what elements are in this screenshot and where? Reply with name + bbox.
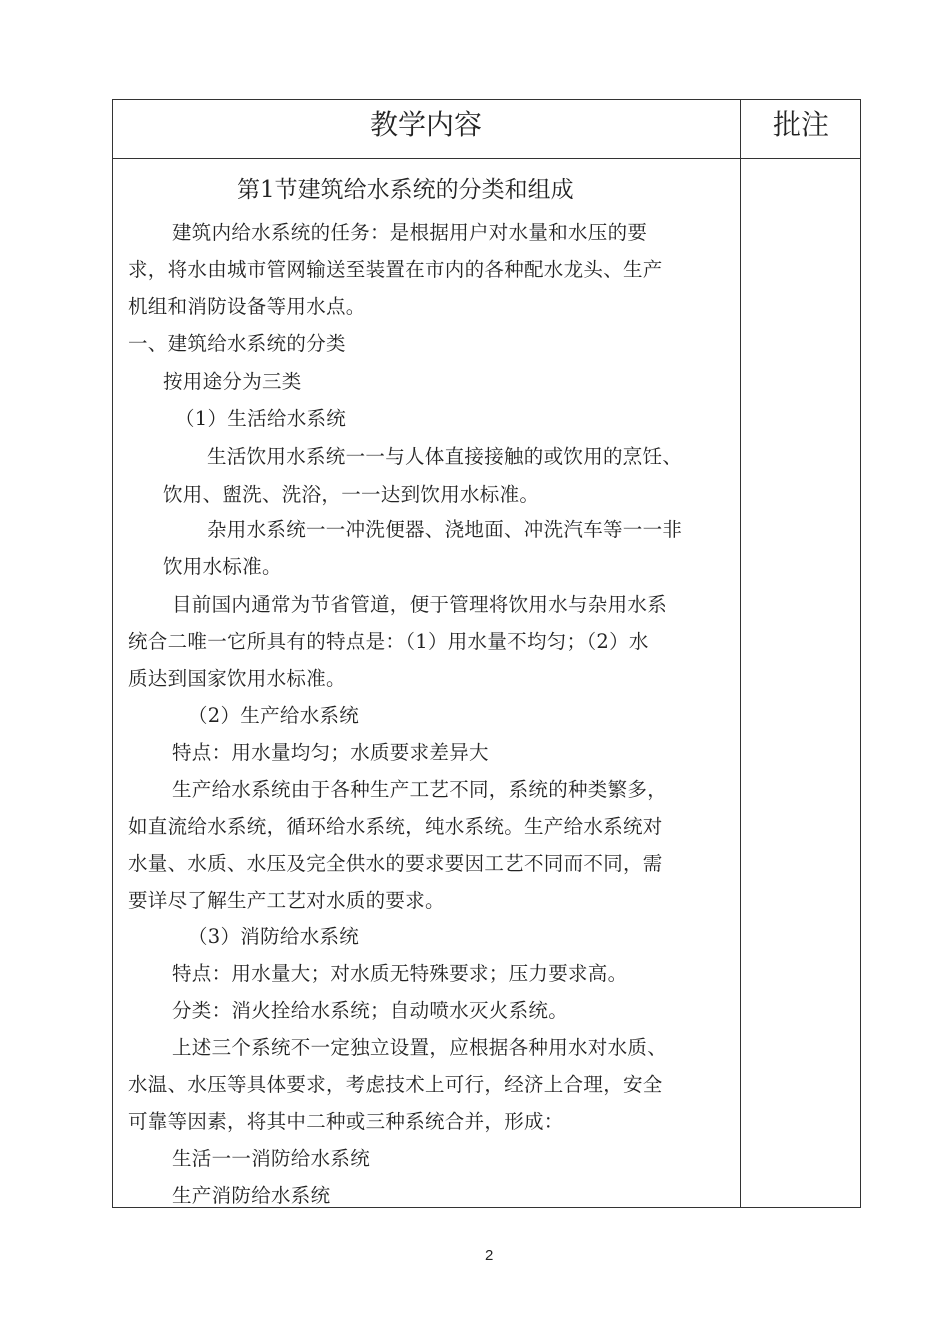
text-line: 特点：用水量大；对水质无特殊要求；压力要求高。: [172, 962, 628, 985]
text-line: （2）生产给水系统: [188, 704, 360, 727]
text-line: 饮用水标准。: [163, 555, 282, 578]
text-line: 求，将水由城市管网输送至装置在市内的各种配水龙头、生产: [128, 258, 663, 281]
text-line: 质达到国家饮用水标准。: [128, 667, 346, 690]
text-line: 目前国内通常为节省管道，便于管理将饮用水与杂用水系: [172, 593, 668, 616]
text-line: 生产消防给水系统: [172, 1184, 331, 1207]
text-line: 机组和消防设备等用水点。: [128, 295, 366, 318]
text-line: 按用途分为三类: [163, 370, 302, 393]
section-title: 第1节建筑给水系统的分类和组成: [237, 177, 574, 203]
text-line: 生活饮用水系统一一与人体直接接触的或饮用的烹饪、: [207, 445, 683, 468]
text-line: 如直流给水系统，循环给水系统，纯水系统。生产给水系统对: [128, 815, 663, 838]
text-line: 要详尽了解生产工艺对水质的要求。: [128, 889, 445, 912]
text-line: 杂用水系统一一冲洗便器、浇地面、冲洗汽车等一一非: [207, 518, 683, 541]
text-line: 上述三个系统不一定独立设置，应根据各种用水对水质、: [172, 1036, 668, 1059]
text-line: 统合二唯一它所具有的特点是：（1）用水量不均匀；（2）水: [128, 630, 649, 653]
text-line: 生产给水系统由于各种生产工艺不同，系统的种类繁多，: [172, 778, 668, 801]
header-notes-label: 批注: [773, 108, 830, 141]
text-line: 生活一一消防给水系统: [172, 1147, 371, 1170]
header-divider: [112, 158, 861, 159]
column-divider: [740, 99, 741, 1208]
text-line: 水温、水压等具体要求，考虑技术上可行，经济上合理，安全: [128, 1073, 663, 1096]
text-line: 分类：消火拴给水系统；自动喷水灭火系统。: [172, 999, 569, 1022]
header-content-label: 教学内容: [370, 108, 483, 141]
page-number: 2: [485, 1247, 494, 1264]
text-line: 建筑内给水系统的任务：是根据用户对水量和水压的要: [172, 221, 648, 244]
text-line: （1）生活给水系统: [175, 407, 347, 430]
text-line: 饮用、盥洗、洗浴，一一达到饮用水标准。: [163, 483, 540, 506]
text-line: 水量、水质、水压及完全供水的要求要因工艺不同而不同，需: [128, 852, 663, 875]
text-line: （3）消防给水系统: [188, 925, 360, 948]
text-line: 一、建筑给水系统的分类: [128, 332, 346, 355]
text-line: 可靠等因素，将其中二种或三种系统合并，形成：: [128, 1110, 564, 1133]
text-line: 特点：用水量均匀；水质要求差异大: [172, 741, 489, 764]
